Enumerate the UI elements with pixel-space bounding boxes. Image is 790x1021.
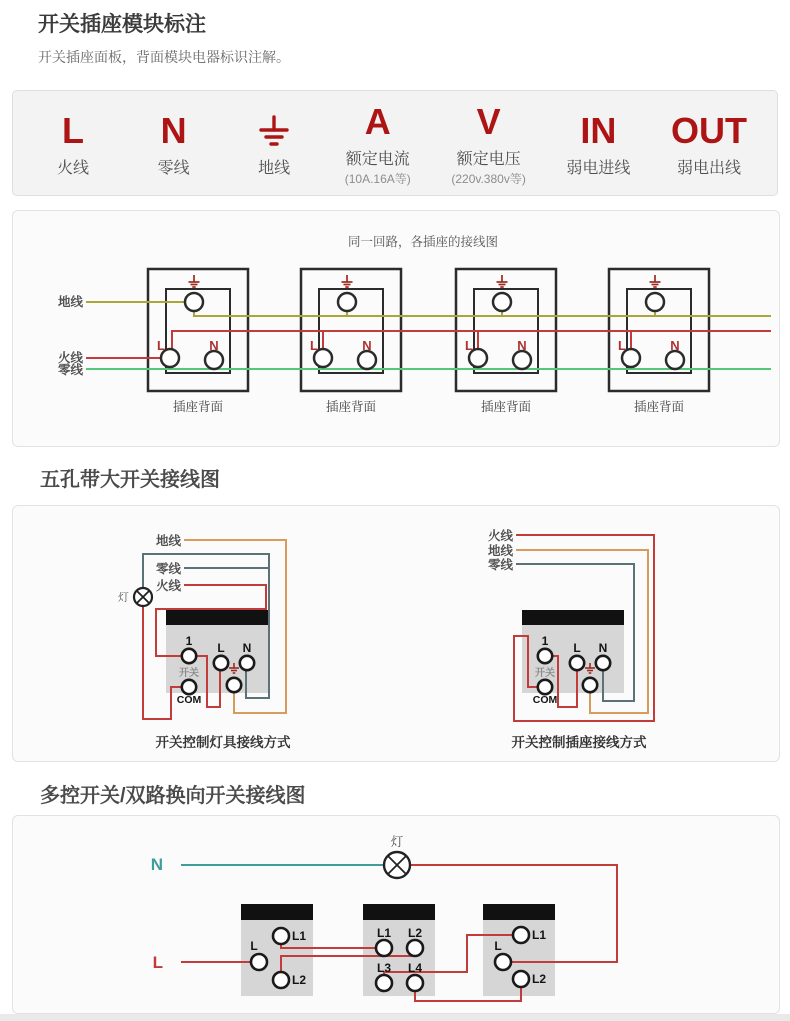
svg-text:开关: 开关 [179, 668, 199, 679]
left-live-label: 火线 [155, 579, 181, 593]
voltage-sub: (220v.380v等) [451, 172, 526, 186]
svg-text:L1: L1 [292, 929, 307, 943]
svg-text:COM: COM [532, 694, 558, 706]
current-label: 额定电流 [345, 151, 410, 168]
page-title: 开关插座模块标注 [38, 13, 206, 36]
live-symbol: L [62, 110, 84, 151]
svg-text:N: N [598, 641, 608, 655]
legend-item-in [566, 108, 630, 178]
lamp-symbol [384, 852, 410, 878]
svg-text:L: L [310, 338, 318, 353]
voltage-label: 额定电压 [456, 151, 521, 168]
svg-text:L: L [250, 939, 258, 953]
svg-text:插座背面: 插座背面 [480, 400, 532, 414]
current-symbol: A [364, 101, 391, 142]
svg-text:N: N [362, 338, 372, 353]
svg-text:1: 1 [541, 634, 549, 648]
in-label: 弱电进线 [566, 160, 631, 177]
ground-wire-label: 地线 [57, 295, 83, 309]
svg-text:L2: L2 [407, 926, 423, 940]
svg-text:N: N [209, 338, 219, 353]
svg-text:L1: L1 [376, 926, 392, 940]
ground-symbol-icons [189, 275, 661, 287]
multiway-panel [12, 815, 780, 1014]
legend-item-voltage [451, 99, 525, 187]
out-symbol: OUT [671, 110, 747, 151]
svg-text:L2: L2 [532, 972, 547, 986]
svg-text:插座背面: 插座背面 [172, 400, 224, 414]
switch-section-heading: 五孔带大开关接线图 [40, 469, 220, 491]
svg-text:L: L [465, 338, 473, 353]
svg-text:L2: L2 [292, 973, 307, 987]
current-sub: (10A.16A等) [344, 172, 411, 186]
in-symbol: IN [580, 110, 617, 151]
neutral-label: 零线 [157, 160, 190, 177]
svg-text:L: L [573, 641, 581, 655]
svg-text:插座背面: 插座背面 [325, 400, 377, 414]
live-wire-label: 火线 [57, 351, 83, 365]
bottom-divider [0, 1014, 790, 1021]
neutral-symbol: N [160, 110, 187, 151]
legend-item-neutral [144, 108, 204, 178]
live-label: 火线 [56, 160, 89, 177]
svg-text:L1: L1 [532, 928, 547, 942]
legend-item-out [671, 108, 747, 178]
svg-text:N: N [670, 338, 680, 353]
ground-label: 地线 [258, 160, 291, 177]
multiway-diagram [13, 816, 777, 1011]
out-label: 弱电出线 [676, 160, 741, 177]
switch-wiring-panel [12, 505, 780, 762]
left-neutral-label: 零线 [155, 562, 181, 576]
svg-text:L: L [217, 641, 225, 655]
svg-text:开关: 开关 [535, 668, 555, 679]
lamp-label: 灯 [390, 835, 404, 849]
left-caption: 开关控制灯具接线方式 [155, 735, 291, 750]
svg-text:N: N [517, 338, 527, 353]
switch-wiring-diagram [13, 506, 777, 759]
live-feed-label: L [152, 953, 163, 972]
page-subtitle: 开关插座面板，背面模块电器标识注解。 [38, 49, 290, 65]
svg-text:L: L [157, 338, 165, 353]
svg-text:插座背面: 插座背面 [633, 400, 685, 414]
right-live-label: 火线 [487, 529, 513, 543]
svg-text:L4: L4 [407, 961, 423, 975]
socket-terminal-labels [157, 338, 680, 353]
ground-icon [256, 108, 292, 154]
svg-text:L: L [618, 338, 626, 353]
legend-item-current [345, 99, 411, 187]
right-caption: 开关控制插座接线方式 [511, 735, 647, 750]
left-ground-label: 地线 [155, 534, 181, 548]
svg-text:L3: L3 [376, 961, 392, 975]
circuit-diagram [13, 211, 777, 444]
legend-box [12, 90, 778, 196]
neutral-feed-label: N [150, 855, 163, 874]
circuit-diagram-title: 同一回路，各插座的接线图 [347, 235, 499, 249]
voltage-symbol: V [476, 101, 501, 142]
legend-item-live [43, 108, 103, 178]
svg-text:1: 1 [185, 634, 193, 648]
right-ground-label: 地线 [487, 544, 513, 558]
left-lamp-label: 灯 [118, 592, 129, 604]
legend-item-ground [244, 108, 304, 178]
svg-text:COM: COM [176, 694, 202, 706]
lamp-symbol-left [134, 588, 152, 606]
circuit-diagram-panel [12, 210, 780, 447]
svg-text:N: N [242, 641, 252, 655]
right-neutral-label: 零线 [487, 558, 513, 572]
svg-text:L: L [494, 939, 502, 953]
multiway-section-heading: 多控开关/双路换向开关接线图 [40, 785, 306, 807]
socket-captions [173, 399, 684, 414]
neutral-wire-label: 零线 [57, 363, 83, 377]
